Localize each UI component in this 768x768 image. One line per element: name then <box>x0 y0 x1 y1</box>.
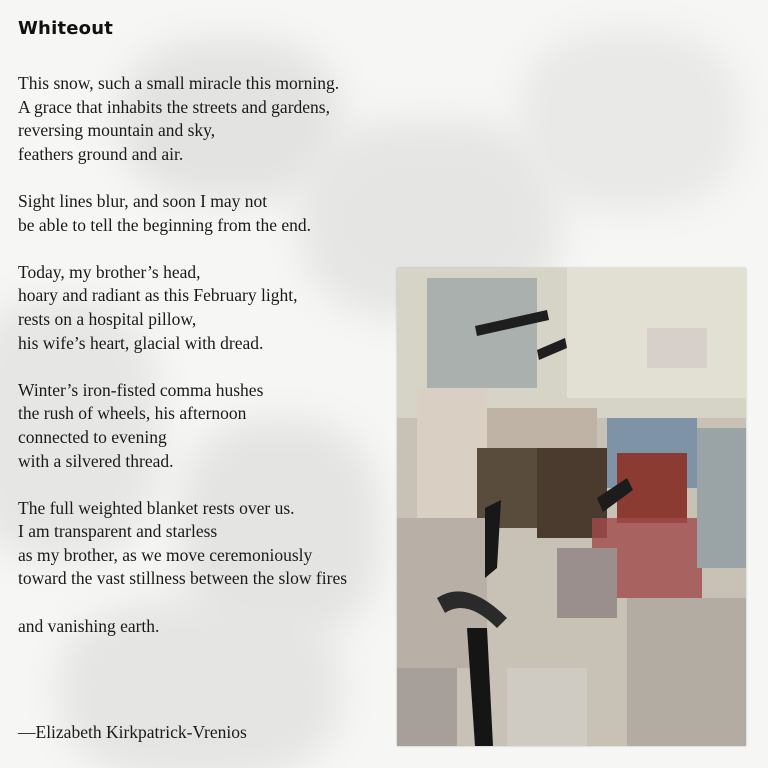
poem-line: Winter’s iron-fisted comma hushes <box>18 379 264 400</box>
poem-line: Sight lines blur, and soon I may not <box>18 190 268 211</box>
stanza <box>18 615 398 639</box>
poem-line: The full weighted blanket rests over us. <box>18 497 295 518</box>
poem-line: connected to evening <box>18 426 167 447</box>
poem-title: Whiteout <box>18 18 114 39</box>
poem-line: rests on a hospital pillow, <box>18 308 197 329</box>
poem-body <box>18 72 398 662</box>
abstract-painting <box>397 268 746 746</box>
poem-attribution: —Elizabeth Kirkpatrick-Vrenios <box>18 722 247 742</box>
poem-line: feathers ground and air. <box>18 143 184 164</box>
stanza <box>18 261 398 355</box>
poem-line: hoary and radiant as this February light, <box>18 285 298 306</box>
poem-line: This snow, such a small miracle this morning. <box>18 73 340 93</box>
poem-line: toward the vast stillness between the slow fires <box>18 568 348 589</box>
stanza <box>18 497 398 591</box>
poem-line: his wife’s heart, glacial with dread. <box>18 332 264 353</box>
poem-line: I am transparent and starless <box>18 521 218 542</box>
poem-line: with a silvered thread. <box>18 450 174 471</box>
poem-line: be able to tell the beginning from the end. <box>18 214 312 235</box>
poem-line: reversing mountain and sky, <box>18 120 216 141</box>
poem-line: A grace that inhabits the streets and gardens, <box>18 96 330 117</box>
poem-line: and vanishing earth. <box>18 615 160 636</box>
stanza <box>18 190 398 237</box>
poem-line: as my brother, as we move ceremoniously <box>18 544 313 565</box>
poem-line: the rush of wheels, his afternoon <box>18 403 247 424</box>
stanza <box>18 379 398 473</box>
stanza <box>18 72 398 166</box>
poem-line: Today, my brother’s head, <box>18 261 201 282</box>
